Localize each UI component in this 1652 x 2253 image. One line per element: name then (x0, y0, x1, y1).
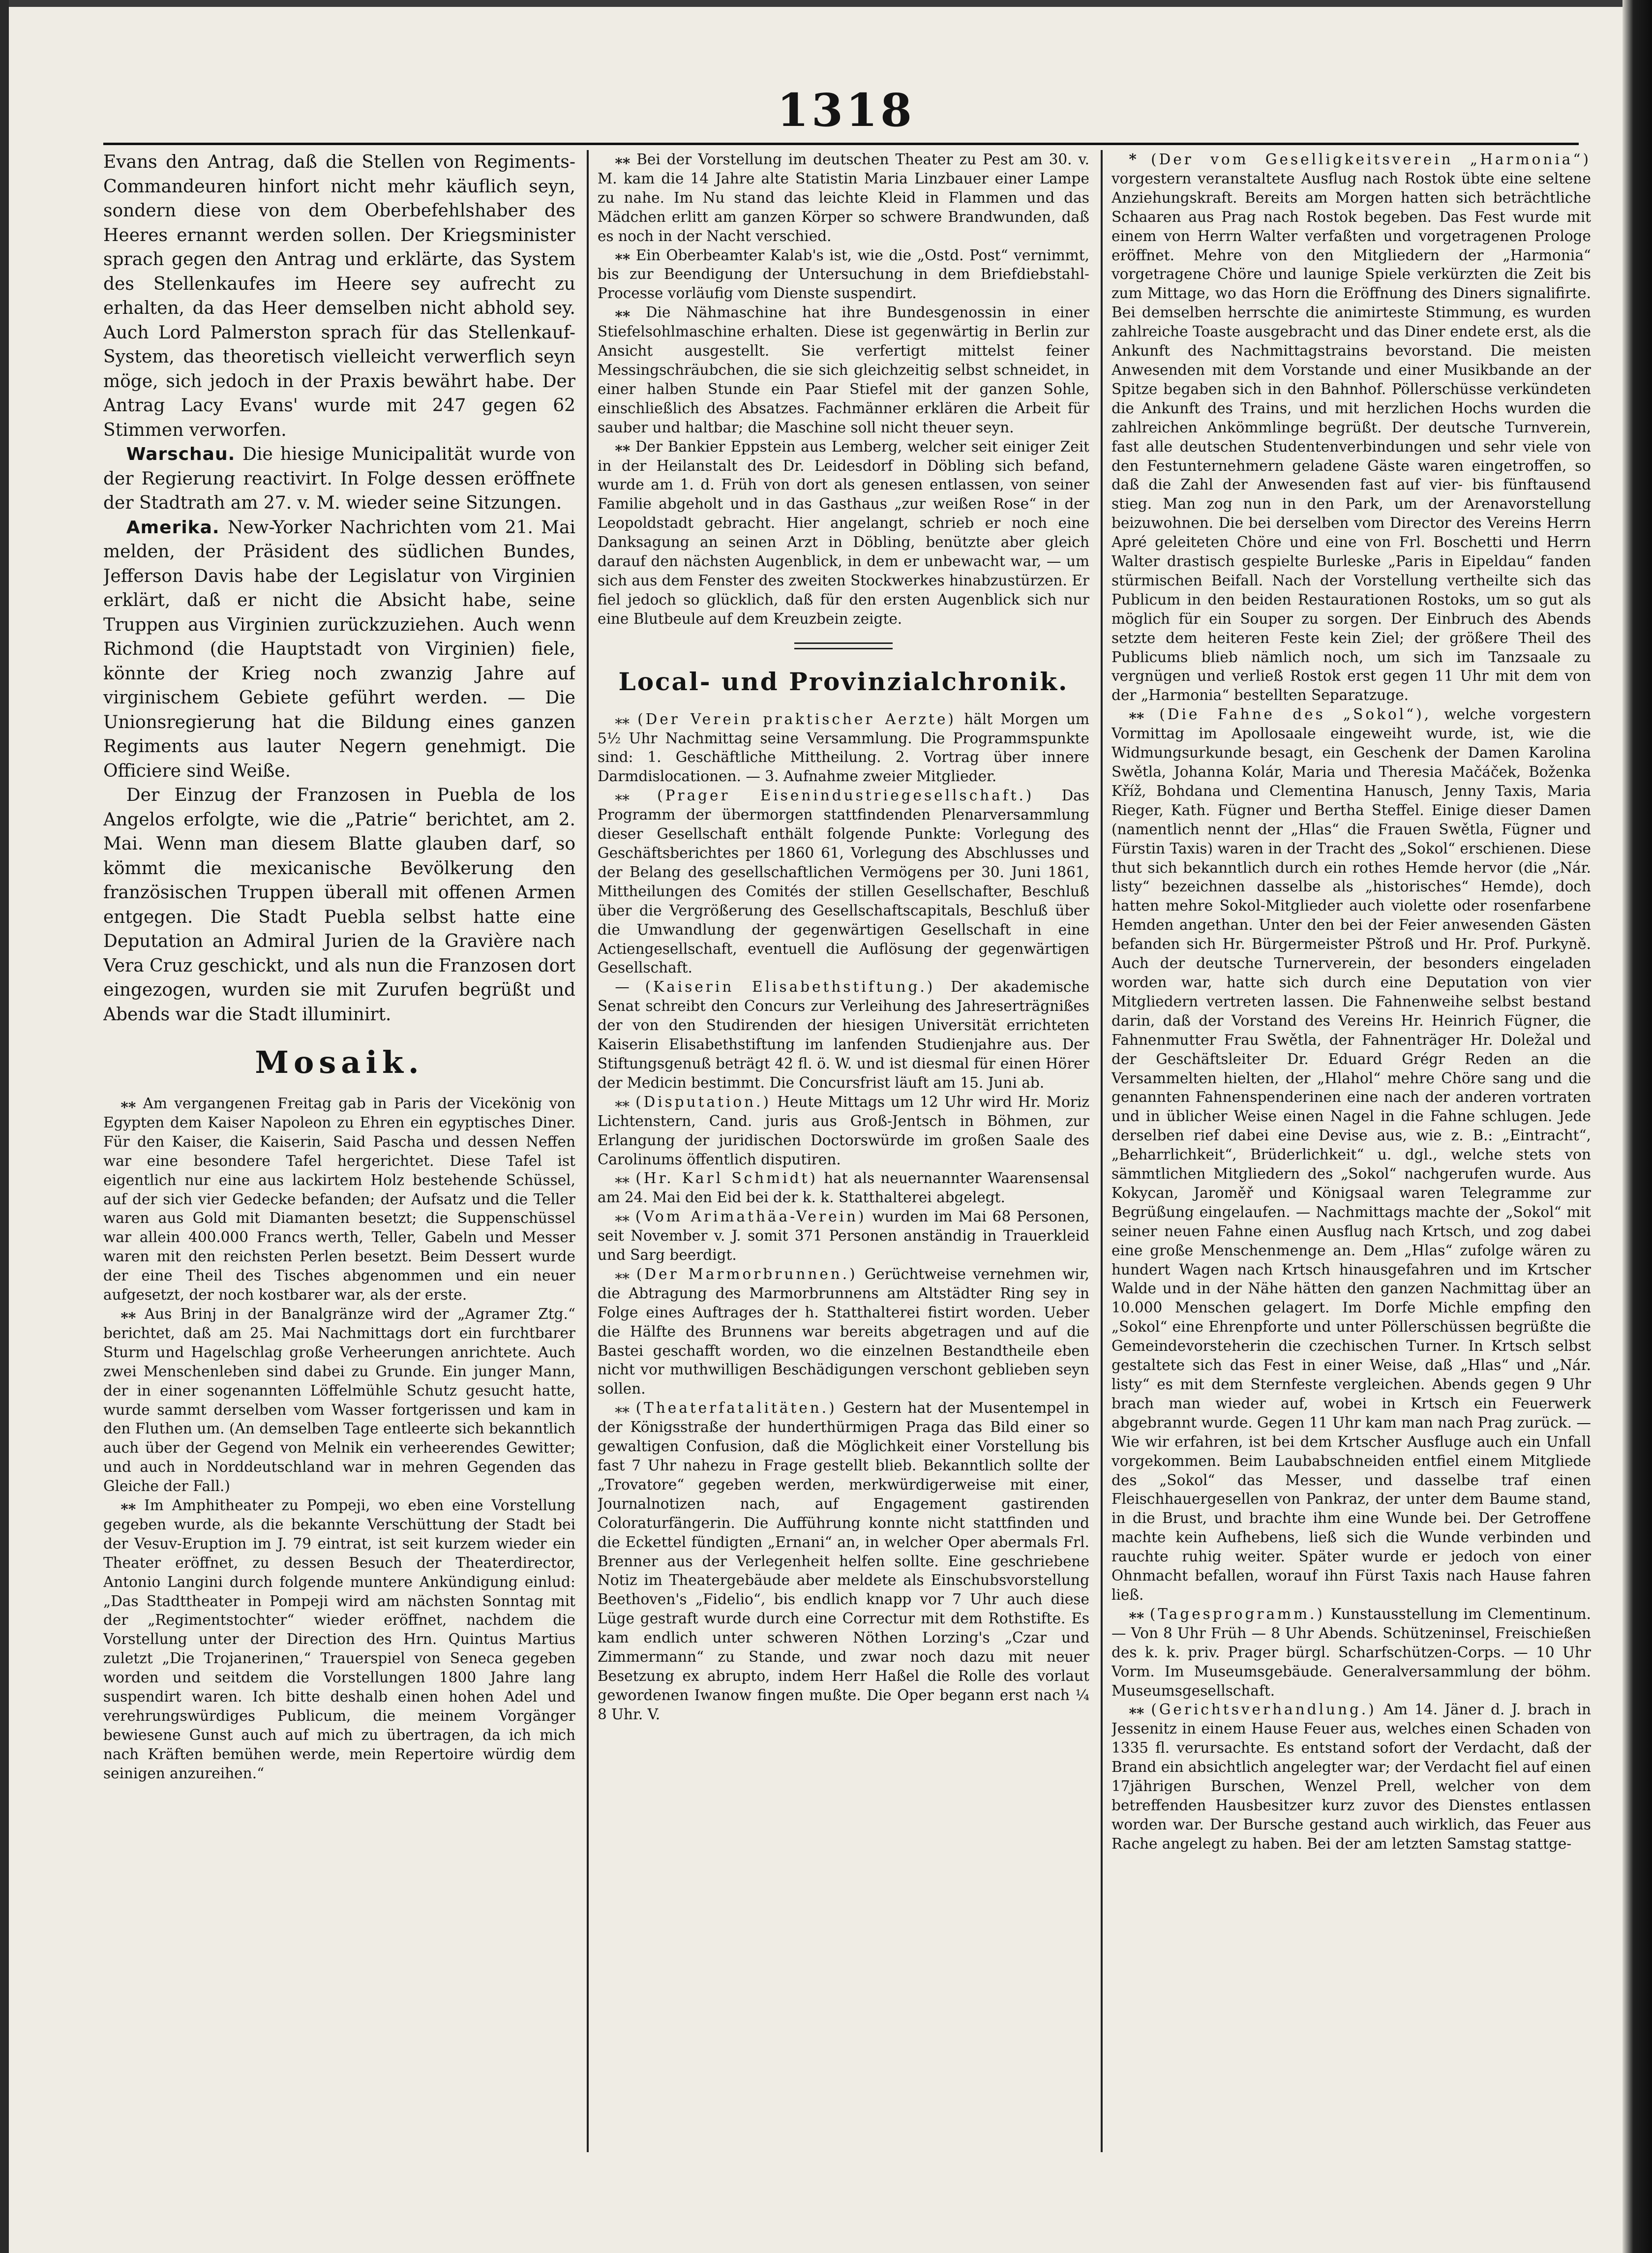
article-text: Der Einzug der Franzosen in Puebla de los Angelos erfolgte, wie die „Patrie“ berichtet, am 2. Mai. Wenn man diesem Blatte glauben darf, so kömmt die mexicanische Bevölkerung den französischen Truppen überall mit offenen Armen entgegen. Die Stadt Puebla selbst hatte eine Deputation an Admiral Jurien de la Gravière nach Vera Cruz geschickt, und als nun die Franzosen dort eingezogen, wurden sie mit Zurufen begrüßt und Abends war die Stadt illuminirt. (103, 785, 575, 1025)
mosaik-item (598, 246, 1089, 304)
chronicle-item: ⁎⁎ (Vom Arimathäa-Verein) wurden im Mai 68 Personen, seit November v. J. somit 371 Personen anständig in Trauerkleid und Sarg beerdigt. (598, 1208, 1089, 1264)
mosaik-item (598, 303, 1089, 437)
local-chronicle-title: Local- und Provinzialchronik. (618, 667, 1069, 696)
item-mark: ⁎⁎ (615, 437, 631, 455)
mosaik-continued (598, 150, 1089, 629)
item-mark: ⁎⁎ (1129, 1605, 1144, 1622)
page-number: 1318 (777, 84, 915, 137)
chronicle-item: ⁎⁎ (Theaterfatalitäten.) Gestern hat der Musentempel in der Königsstraße der hunderthürmigen Praga das Bild einer so gewaltigen Confusion, daß die Möglichkeit einer Vorstellung bis fast 7 Uhr nahezu in Frage gestellt blieb. Bekanntlich sollte der „Trovatore“ gegeben werden, merkwürdigerweise mit einer, Journalnotizen nach, auf Engagement gastirenden Coloraturfängerin. Die Aufführung konnte nicht stattfinden und die Eckettel fündigten „Ernani“ an, in welcher Oper abermals Frl. Brenner aus der Verlegenheit helfen sollte. Eine geschriebene Notiz im Theatergebäude aber meldete als Einschubsvorstellung Beethoven's „Fidelio“, bis endlich knapp vor 7 Uhr auch diese Lüge gestraft wurde durch eine Correctur mit dem Rothstifte. Es kam endlich unter schweren Nöthen Lorzing's „Czar und Zimmermann“ zu Stande, und zwar noch dazu mit neuer Besetzung ex abrupto, indem Herr Haßel die Rolle des vorlaut gewordenen Iwanow fingen mußte. Die Oper begann erst nach ¼ 8 Uhr. V. (598, 1400, 1089, 1723)
chronicle-item: ⁎⁎ (Der Marmorbrunnen.) Gerüchtweise vernehmen wir, die Abtragung des Marmorbrunnens am Altstädter Ring sey in Folge eines Auftrages der h. Statthalterei fistirt worden. Ueber die Hälfte des Brunnens war bereits abgetragen und auf die Bastei geschafft worden, wo die einzelnen Bestandtheile eben nicht vor muthwilligen Beschädigungen verschont geblieben seyn sollen. (598, 1265, 1089, 1398)
article-keyword: (Tagesprogramm.) (1149, 1605, 1325, 1622)
article-text: Das Programm der übermorgen stattfindenden Plenarversammlung dieser Gesellschaft enthält folgende Punkte: Vorlegung des Geschäftsberichtes per 1860 61, Vorlegung des Abschlusses und der Belang des gesellschaftlichen Vermögens per 30. Juni 1861, Mittheilungen des Comités der stillen Gesellschafter, Beschluß über die Vergrößerung des Gesellschaftscapitals, Beschluß über die Umwandlung der gegenwärtigen Gesellschaft in eine Actiengesellschaft, eventuell die Auflösung der gegenwärtigen Gesellschaft. (598, 787, 1089, 976)
article-text: Gerüchtweise vernehmen wir, die Abtragung des Marmorbrunnens am Altstädter Ring sey in Folge eines Auftrages der h. Statthalterei fistirt worden. Ueber die Hälfte des Brunnens war bereits abgetragen und auf die Bastei geschafft worden, wo die einzelnen Bestandtheile eben nicht vor muthwilligen Beschädigungen verschont geblieben seyn sollen. (598, 1265, 1089, 1398)
mosaik-item (103, 1305, 575, 1496)
item-mark: ⁎⁎ (120, 1496, 136, 1514)
local-chronicle-continued (1111, 150, 1591, 1854)
column-1 (103, 150, 575, 2157)
article-text: Kunstausstellung im Clementinum. — Von 8 Uhr Früh — 8 Uhr Abends. Schützeninsel, Freischießen des k. k. priv. Prager bürgl. Scharfschützen-Corps. — 10 Uhr Vorm. Im Museumsgebäude. Generalversammlung der böhm. Museumsgesellschaft. (1111, 1605, 1591, 1699)
article-text: wurden im Mai 68 Personen, seit November v. J. somit 371 Personen anständig in Trauerkleid und Sarg beerdigt. (598, 1208, 1089, 1264)
chronicle-item: ⁎⁎ (Hr. Karl Schmidt) hat als neuernannter Waarensensal am 24. Mai den Eid bei der k. k. Statthalterei abgelegt. (598, 1170, 1089, 1206)
article-keyword: (Kaiserin Elisabethstiftung.) (645, 978, 935, 996)
article-text: Ein Oberbeamter Kalab's ist, wie die „Ostd. Post“ vernimmt, bis zur Beendigung der Untersuchung in dem Briefdiebstahl-Processe vorläufig vom Dienste suspendirt. (598, 246, 1089, 302)
article-keyword: Amerika. (126, 517, 220, 538)
article-text: Gestern hat der Musentempel in der Königsstraße der hunderthürmigen Praga das Bild einer so gewaltigen Confusion, daß die Möglichkeit einer Vorstellung bis fast 7 Uhr nahezu in Frage gestellt blieb. Bekanntlich sollte der „Trovatore“ gegeben werden, merkwürdigerweise mit einer, Journalnotizen nach, auf Engagement gastirenden Coloraturfängerin. Die Aufführung konnte nicht stattfinden und die Eckettel fündigten „Ernani“ an, in welcher Oper abermals Frl. Brenner aus der Verlegenheit helfen sollte. Eine geschriebene Notiz im Theatergebäude aber meldete als Einschubsvorstellung Beethoven's „Fidelio“, bis endlich knapp vor 7 Uhr auch diese Lüge gestraft wurde durch eine Correctur mit dem Rothstifte. Es kam endlich unter schweren Nöthen Lorzing's „Czar und Zimmermann“ zu Stande, und zwar noch dazu mit neuer Besetzung ex abrupto, indem Herr Haßel die Rolle des vorlaut gewordenen Iwanow fingen mußte. Die Oper begann erst nach ¼ 8 Uhr. (598, 1400, 1089, 1723)
mosaik-title: Mosaik. (255, 1044, 424, 1080)
scan-border-top (0, 0, 1652, 7)
politics-section (103, 150, 575, 1027)
mosaik-section (103, 1094, 575, 1783)
article-text: New-Yorker Nachrichten vom 21. Mai melden, der Präsident des südlichen Bundes, Jefferson Davis habe der Legislatur von Virginien erklärt, daß er nicht die Absicht habe, seine Truppen aus Virginien zurückzuziehen. Auch wenn Richmond (die Hauptstadt von Virginien) fiele, könnte der Krieg noch zwanzig Jahre auf virginischem Gebiete geführt werden. — Die Unionsregierung hat die Bildung eines ganzen Regiments aus lauter Negern genehmigt. Die Officiere sind Weiße. (103, 517, 575, 781)
mosaik-item (103, 1094, 575, 1305)
item-mark: ⁎⁎ (615, 304, 631, 321)
article-text: hat als neuernannter Waarensensal am 24. Mai den Eid bei der k. k. Statthalterei abgelegt. (598, 1170, 1089, 1206)
column-rule-2 (1101, 150, 1103, 2152)
item-mark: ⁎⁎ (120, 1095, 136, 1112)
article-keyword: (Der vom Geselligkeitsverein „Harmonia“) (1151, 151, 1591, 168)
local-chronicle (598, 710, 1089, 1724)
item-mark: ⁎⁎ (615, 151, 631, 168)
column-2 (598, 150, 1089, 2157)
chronicle-item: ⁎⁎ (Der Verein praktischer Aerzte) hält Morgen um 5½ Uhr Nachmittag seine Versammlung. Die Programmspunkte sind: 1. Geschäftliche Mittheilung. 2. Vortrag über innere Darmdislocationen. — 3. Aufnahme zweier Mitglieder. (598, 710, 1089, 785)
article-text: Evans den Antrag, daß die Stellen von Regiments-Commandeuren hinfort nicht mehr käuflich seyn, sondern diese von dem Oberbefehlshaber des Heeres ernannt werden sollen. Der Kriegsminister sprach gegen den Antrag und erklärte, das System des Stellenkaufes im Heere sey aufrecht zu erhalten, da das Heer demselben nicht abhold sey. Auch Lord Palmerston sprach für das Stellenkauf-System, das theoretisch vielleicht verwerflich seyn möge, sich jedoch in der Praxis bewährt habe. Der Antrag Lacy Evans' wurde mit 247 gegen 62 Stimmen verworfen. (103, 152, 575, 440)
chronicle-item (1111, 1605, 1591, 1701)
article-text: Im Amphitheater zu Pompeji, wo eben eine Vorstellung gegeben wurde, als die bekannte Verschüttung der Stadt bei der Vesuv-Eruption im J. 79 eintrat, ist seit kurzem wieder ein Theater eröffnet, zu dessen Besuch der Theaterdirector, Antonio Langini durch folgende muntere Ankündigung einlud: „Das Stadttheater in Pompeji wird am nächsten Sonntag mit der „Regimentstochter“ wieder eröffnet, nachdem die Vorstellung unter der Direction des Hrn. Quintus Martius zuletzt „Die Trojanerinen,“ Trauerspiel von Seneca gegeben worden und seitdem die Vorstellungen 1800 Jahre lang suspendirt waren. Ich bitte deshalb einen hohen Adel und verehrungswürdiges Publicum, die meinem Vorgänger bewiesene Gunst auch auf mich zu übertragen, da ich mich nach Kräften bemühen werde, mein Repertoire würdig dem seinigen anzureihen.“ (103, 1497, 575, 1782)
scan-border-left (0, 0, 9, 2253)
article-text: , welche vorgestern Vormittag im Apollosaale eingeweiht wurde, ist, wie die Widmungsurkunde besagt, ein Geschenk der Damen Karolina Swětla, Johanna Kolár, Maria und Theresia Mačáček, Boženka Kříž, Bohdana und Clementina Hanusch, Jenny Taxis, Maria Rieger, Kath. Fügner und Bertha Steffel. Einige dieser Damen (namentlich nennt der „Hlas“ die Frauen Swětla, Fügner und Fürstin Taxis) waren in der Tracht des „Sokol“ erschienen. Diese thut sich bekanntlich durch ein rothes Hemde hervor (die „Nár. listy“ bezeichnen dasselbe als „historisches“ Hemde), doch hatten mehre Sokol-Mitglieder auch violette oder rosenfarbene Hemden angethan. Unter den bei der Feier anwesenden Gästen befanden sich Hr. Bürgermeister Pštroß und Hr. Prof. Purkyně. Auch der deutsche Turnerverein, der besonders eingeladen worden war, hatte sich durch eine Deputation von vier Mitgliedern vertreten lassen. Die Fahnenweihe selbst bestand darin, daß der Vorstand des Vereins Hr. Heinrich Fügner, die Fahnenmutter Frau Swětla, der Fahnenträger Hr. Doležal und der Geschäftsleiter Dr. Eduard Grégr Reden an die Versammelten hielten, der „Hlahol“ mehre Chöre sang und die genannten Fahnenspenderinen eine nach der anderen vortraten und in üblicher Weise einen Nagel in die Fahne schlugen. Jede derselben rief dabei eine Devise aus, wie z. B.: „Eintracht“, „Beharrlichkeit“, Brüderlichkeit“ u. dgl., welche stets von sämmtlichen Mitgliedern des „Sokol“ nachgerufen wurde. Aus Kokycan, Jaroměř und Königsaal waren Telegramme zur Begrüßung eingelaufen. — Nachmittags machte der „Sokol“ mit seiner neuen Fahne einen Ausflug nach Krtsch, und zog dabei eine große Menschenmenge an. Dem „Hlas“ zufolge wären zu hundert Wagen nach Krtsch hinausgefahren und im Krtscher Walde und in der Nähe hätten den ganzen Nachmittag über an 10.000 Menschen gelagert. Im Dorfe Michle empfing den „Sokol“ eine Ehrenpforte und unter Pöllerschüssen begrüßte die Gemeindevorsteherin die czechischen Turner. In Krtsch selbst gestaltete sich das Fest in einer Weise, daß „Hlas“ und „Nár. listy“ es mit dem Sternfeste vergleichen. Abends gegen 9 Uhr brach man wieder auf, wobei in Krtsch ein Feuerwerk abgebrannt wurde. Gegen 11 Uhr kam man nach Prag zurück. — Wie wir erfahren, ist bei dem Krtscher Ausfluge auch ein Unfall vorgekommen. Beim Laubabschneiden entfiel einem Mitgliede des „Sokol“ das Messer, und dasselbe traf einen Fleischhauergesellen von Pankraz, der unter dem Baume stand, in die Brust, und brachte ihm eine Wunde bei. Der Getroffene machte kein Aufhebens, ließ sich die Wunde verbinden und rauchte ruhig weiter. Später wurde er jedoch von einer Ohnmacht befallen, worauf ihn Fürst Taxis nach Hause fahren ließ. (1111, 706, 1591, 1603)
article-text: hält Morgen um 5½ Uhr Nachmittag seine Versammlung. Die Programmspunkte sind: 1. Geschäftliche Mittheilung. 2. Vortrag über innere Darmdislocationen. — 3. Aufnahme zweier Mitglieder. (598, 710, 1089, 785)
article-keyword: (Disputation.) (635, 1093, 772, 1110)
article-text: Am vergangenen Freitag gab in Paris der Vicekönig von Egypten dem Kaiser Napoleon zu Ehren ein egyptisches Diner. Für den Kaiser, die Kaiserin, Said Pascha und dessen Neffen war eine besondere Tafel hergerichtet. Diese Tafel ist eigentlich nur eine aus lackirtem Holz bestehende Schüssel, auf der sich vier Gedecke befanden; der Aufsatz und die Teller waren aus Gold mit Diamanten besetzt; die Suppenschüssel war allein 400.000 Francs werth, Teller, Gabeln und Messer waren mit den reichsten Perlen besetzt. Beim Dessert wurde der eine Theil des Tisches abgenommen und ein neuer aufgesetzt, der noch kostbarer war, als der erste. (103, 1095, 575, 1304)
article-keyword: Warschau. (126, 444, 236, 464)
article-text: Am 14. Jäner d. J. brach in Jessenitz in einem Hause Feuer aus, welches einen Schaden von 1335 fl. verursachte. Es entstand sofort der Verdacht, daß der Brand ein absichtlich angelegter war; der Verdacht fiel auf einen 17jährigen Burschen, Wenzel Prell, welcher von dem betreffenden Hausbesitzer kurz zuvor des Dienstes entlassen worden war. Der Bursche gestand auch wirklich, das Feuer aus Rache angelegt zu haben. Bei der am letzten Samstag stattge- (1111, 1701, 1591, 1852)
article-keyword: (Die Fahne des „Sokol“) (1159, 706, 1424, 723)
article-paragraph (103, 516, 575, 784)
article-text: Die hiesige Municipalität wurde von der Regierung reactivirt. In Folge dessen eröffnete der Stadtrath am 27. v. M. wieder seine Sitzungen. (103, 444, 575, 513)
article-paragraph (103, 442, 575, 516)
item-mark: ⁎⁎ (1129, 1701, 1144, 1718)
article-keyword: (Gerichtsverhandlung.) (1151, 1701, 1377, 1718)
column-3 (1111, 150, 1591, 2157)
item-mark: * (1129, 151, 1137, 168)
chronicle-item (1111, 150, 1591, 705)
chronicle-item (1111, 705, 1591, 1605)
section-separator (794, 642, 893, 649)
chronicle-item: ⁎⁎ (Disputation.) Heute Mittags um 12 Uhr wird Hr. Moriz Lichtenstern, Cand. juris aus Groß-Jentsch in Böhmen, zur Erlangung der juridischen Doctorswürde im großen Saale des Carolinums öffentlich disputiren. (598, 1093, 1089, 1168)
article-keyword: (Der Verein praktischer Aerzte) (637, 710, 956, 728)
article-text: Der Bankier Eppstein aus Lemberg, welcher seit einiger Zeit in der Heilanstalt des Dr. Leidesdorf in Döbling sich befand, wurde am 1. d. Früh von dort als genesen entlassen, von seiner Familie abgeholt und in das Gasthaus „zur weißen Rose“ in der Leopoldstadt gebracht. Hier angelangt, schrieb er noch eine Danksagung an seinen Arzt in Döbling, benützte aber gleich darauf den nächsten Augenblick, in dem er unbewacht war, — um sich aus dem Fenster des zweiten Stockwerkes hinabzustürzen. Er fiel jedoch so glücklich, daß für den ersten Augenblick sich nur eine Blutbeule auf dem Kreuzbein zeigte. (598, 438, 1089, 627)
article-paragraph (103, 783, 575, 1027)
newspaper-page (93, 69, 1589, 2194)
article-keyword: (Theaterfatalitäten.) (635, 1400, 837, 1417)
article-keyword: (Prager Eisenindustriegesellschaft.) (657, 787, 1034, 804)
article-keyword: (Der Marmorbrunnen.) (636, 1265, 858, 1282)
mosaik-item (103, 1496, 575, 1783)
article-text: Aus Brinj in der Banalgränze wird der „Agramer Ztg.“ berichtet, daß am 25. Mai Nachmittags dort ein furchtbarer Sturm und Hagelschlag große Verheerungen anrichtete. Auch zwei Menschenleben sind dabei zu Grunde. Ein junger Mann, der in einer sogenannten Löffelmühle Schutz gesucht hatte, wurde sammt derselben vom Wasser fortgerissen und kam in den Fluthen um. (An demselben Tage entleerte sich bekanntlich auch über der Gegend von Melnik ein verheerendes Gewitter; und auch in Norddeutschland war in mehren Gegenden das Gleiche der Fall.) (103, 1305, 575, 1495)
article-text: vorgestern veranstaltete Ausflug nach Rostok übte eine seltene Anziehungskraft. Bereits am Morgen hatten sich beträchtliche Schaaren aus Prag nach Rostok begeben. Das Fest wurde mit einem von Herrn Walter verfaßten und vorgetragenen Prologe eröffnet. Mehre von den Mitgliedern der „Harmonia“ vorgetragene Chöre und launige Spiele verkürzten die Zeit bis zum Mittage, wo das Horn die Eröffnung des Diners signalifirte. Bei demselben herrschte die animirteste Stimmung, es wurden zahlreiche Toaste ausgebracht und das Diner endete erst, als die Ankunft des Nachmittagstrains bevorstand. Die meisten Anwesenden mit dem Vorstande und einer Musikbande an der Spitze begaben sich in den Bahnhof. Pöllerschüsse verkündeten die Ankunft des Trains, und mit herzlichen Hochs wurden die zahlreichen Ankömmlinge begrüßt. Der deutsche Turnverein, fast alle deutschen Studentenverbindungen und sehr viele von den Festunternehmern geladene Gäste waren eingetroffen, so daß die Zahl der Anwesenden fast auf vier- bis fünftausend stieg. Man zog nun in den Park, um der Arenavorstellung beizuwohnen. Die bei derselben vom Director des Vereins Herrn Apré geleiteten Chöre und eine von Frl. Boschetti und Herrn Walter drastisch gespielte Burleske „Paris in Eipeldau“ fanden stürmischen Beifall. Nach der Vorstellung vertheilte sich das Publicum in den beiden Restaurationen Rostoks, um so gut als möglich für ein Souper zu sorgen. Der Einbruch des Abends setzte dem heiteren Feste kein Ziel; der größere Theil des Publicums blieb nämlich noch, um sich im Tanzsaale zu vergnügen und verließ Rostok erst gegen 11 Uhr mit dem von der „Harmonia“ bestellten Separatzuge. (1111, 170, 1591, 704)
mosaik-item (598, 437, 1089, 629)
column-rule-1 (587, 150, 589, 2152)
item-mark: ⁎⁎ (120, 1305, 136, 1322)
chronicle-item: — (Kaiserin Elisabethstiftung.) Der akademische Senat schreibt den Concurs zur Verleihung des Jahreserträgnißes der von den Studirenden der hiesigen Universität errichteten Kaiserin Elisabethstiftung im lanfenden Studienjahre aus. Der Stiftungsgenuß beträgt 42 fl. ö. W. und ist diesmal für einen Hörer der Medicin bestimmt. Die Concursfrist läuft am 15. Juni ab. (598, 978, 1089, 1091)
article-text: Der akademische Senat schreibt den Concurs zur Verleihung des Jahreserträgnißes der von den Studirenden der hiesigen Universität errichteten Kaiserin Elisabethstiftung im lanfenden Studienjahre aus. Der Stiftungsgenuß beträgt 42 fl. ö. W. und ist diesmal für einen Hörer der Medicin bestimmt. Die Concursfrist läuft am 15. Juni ab. (598, 978, 1089, 1091)
scan-border-right (1622, 0, 1652, 2253)
item-mark: ⁎⁎ (1129, 705, 1144, 723)
mosaik-item (598, 150, 1089, 246)
article-signature: V. (647, 1705, 661, 1723)
chronicle-item (1111, 1700, 1591, 1853)
article-keyword: (Vom Arimathäa-Verein) (635, 1208, 867, 1225)
article-keyword: (Hr. Karl Schmidt) (635, 1170, 818, 1187)
chronicle-item: ⁎⁎ (Prager Eisenindustriegesellschaft.) Das Programm der übermorgen stattfindenden Plenarversammlung dieser Gesellschaft enthält folgende Punkte: Vorlegung des Geschäftsberichtes per 1860 61, Vorlegung des Abschlusses und der Belang des gesellschaftlichen Vermögens per 30. Juni 1861, Mittheilungen des Comités der stillen Gesellschafter, Beschluß über die Vergrößerung des Gesellschaftscapitals, Beschluß über die Umwandlung der gegenwärtigen Gesellschaft in eine Actiengesellschaft, eventuell die Auflösung der gegenwärtigen Gesellschaft. (598, 787, 1089, 976)
article-text: Die Nähmaschine hat ihre Bundesgenossin in einer Stiefelsohlmaschine erhalten. Diese ist gegenwärtig in Berlin zur Ansicht ausgestellt. Sie verfertigt mittelst feiner Messingschräubchen, die sie sich gleichzeitig selbst schneidet, in einer halben Stunde ein Paar Stiefel mit der ganzen Sohle, einschließlich des Absatzes. Fachmänner erklären die Arbeit für sauber und haltbar; die Maschine soll nicht theuer seyn. (598, 304, 1089, 436)
article-text: Heute Mittags um 12 Uhr wird Hr. Moriz Lichtenstern, Cand. juris aus Groß-Jentsch in Böhmen, zur Erlangung der juridischen Doctorswürde im großen Saale des Carolinums öffentlich disputiren. (598, 1093, 1089, 1168)
header-rule (103, 143, 1579, 145)
item-mark: ⁎⁎ (615, 246, 631, 264)
article-paragraph (103, 150, 575, 442)
article-text: Bei der Vorstellung im deutschen Theater zu Pest am 30. v. M. kam die 14 Jahre alte Statistin Maria Linzbauer einer Lampe zu nahe. Im Nu stand das leichte Kleid in Flammen und das Mädchen erlitt am ganzen Körper so schwere Brandwunden, daß es noch in der Nacht verschied. (598, 151, 1089, 244)
